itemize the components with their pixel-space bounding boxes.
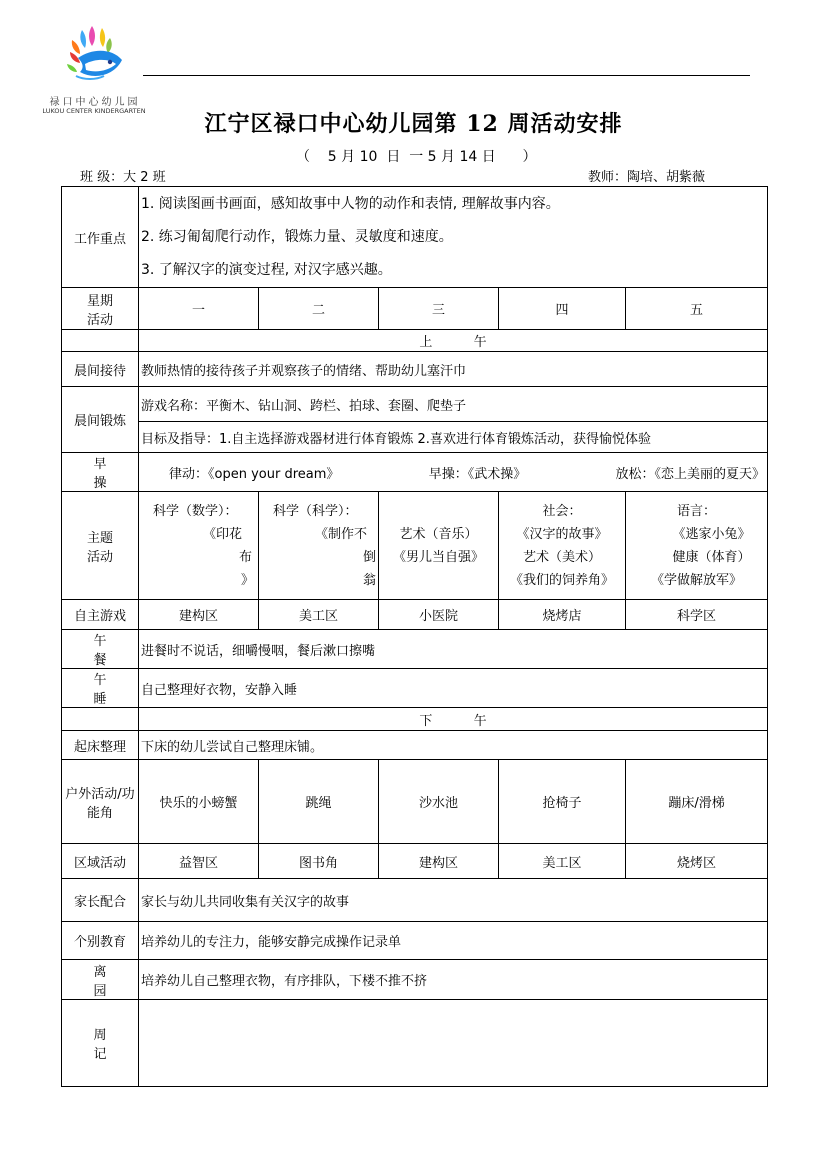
exercise-row-1 bbox=[62, 387, 768, 422]
work-focus-cell bbox=[139, 187, 768, 288]
weekday-header-row bbox=[62, 288, 768, 330]
free-play-day: 小医院 bbox=[379, 600, 499, 630]
empty-cell bbox=[62, 330, 139, 352]
rhythm-text: 律动：《open your dream》 bbox=[169, 466, 340, 482]
theme-thursday bbox=[499, 492, 626, 600]
area-activity-day: 益智区 bbox=[139, 844, 259, 879]
area-activity-day: 烧烤区 bbox=[626, 844, 768, 879]
work-focus-row bbox=[62, 187, 768, 288]
page-title: 江宁区禄口中心幼儿园第 12 周活动安排 bbox=[204, 111, 623, 137]
outdoor-label-top: 户外活动/功 bbox=[65, 786, 135, 802]
outdoor-day: 抢椅子 bbox=[499, 760, 626, 844]
parents-text: 家长与幼儿共同收集有关汉字的故事 bbox=[139, 879, 768, 922]
work-focus-item: 1. 阅读图画书画面，感知故事中人物的动作和表情, 理解故事内容。 bbox=[141, 195, 560, 212]
theme-tuesday bbox=[259, 492, 379, 600]
theme-line: 《逃家小兔》 bbox=[672, 526, 751, 542]
wakeup-row bbox=[62, 731, 768, 760]
theme-line: 倒 bbox=[363, 550, 377, 565]
weekday-header-label bbox=[62, 288, 139, 330]
free-play-day: 美工区 bbox=[259, 600, 379, 630]
weekly-note-text[interactable] bbox=[139, 1000, 768, 1087]
theme-line: 《男儿当自强》 bbox=[392, 549, 484, 565]
afternoon-section-label: 下 午 bbox=[139, 708, 768, 731]
parents-row bbox=[62, 879, 768, 922]
theme-wednesday bbox=[379, 492, 499, 600]
theme-line: 翁 bbox=[363, 573, 377, 588]
weekly-note-label: 周 记 bbox=[62, 1000, 139, 1087]
exercise-label: 晨间锻炼 bbox=[62, 387, 139, 453]
theme-line: 语言： bbox=[677, 503, 717, 519]
theme-label-top: 主题 bbox=[86, 530, 113, 546]
leave-row bbox=[62, 960, 768, 1000]
morning-exercise-label: 早 操 bbox=[62, 453, 139, 492]
leave-label: 离 园 bbox=[62, 960, 139, 1000]
theme-line: 》 bbox=[241, 572, 255, 588]
outdoor-row bbox=[62, 760, 768, 844]
outdoor-day: 沙水池 bbox=[379, 760, 499, 844]
outdoor-day: 跳绳 bbox=[259, 760, 379, 844]
individual-education-row bbox=[62, 922, 768, 960]
reception-row bbox=[62, 352, 768, 387]
area-activity-day: 图书角 bbox=[259, 844, 379, 879]
weekday-wednesday: 三 bbox=[379, 288, 499, 330]
weekday-monday: 一 bbox=[139, 288, 259, 330]
theme-line: 社会： bbox=[542, 503, 582, 519]
teacher-label: 教师：陶培、胡紫薇 bbox=[588, 170, 706, 185]
free-play-day: 建构区 bbox=[139, 600, 259, 630]
morning-section-row bbox=[62, 330, 768, 352]
lunch-text: 进餐时不说话，细嚼慢咽，餐后漱口擦嘴 bbox=[139, 630, 768, 669]
theme-line: 健康（体育） bbox=[672, 549, 751, 565]
header-divider bbox=[143, 75, 750, 76]
parents-label: 家长配合 bbox=[62, 879, 139, 922]
theme-line: 《制作不 bbox=[315, 527, 368, 542]
work-focus-item: 2. 练习匍匐爬行动作，锻炼力量、灵敏度和速度。 bbox=[141, 228, 453, 245]
free-play-day: 科学区 bbox=[626, 600, 768, 630]
area-activity-day: 建构区 bbox=[379, 844, 499, 879]
theme-line: 布 bbox=[239, 549, 253, 565]
outdoor-day: 快乐的小螃蟹 bbox=[139, 760, 259, 844]
theme-line: 艺术（美术） bbox=[522, 549, 601, 565]
weekday-friday: 五 bbox=[626, 288, 768, 330]
area-activity-row bbox=[62, 844, 768, 879]
free-play-day: 烧烤店 bbox=[499, 600, 626, 630]
outdoor-day: 蹦床/滑梯 bbox=[626, 760, 768, 844]
free-play-label: 自主游戏 bbox=[62, 600, 139, 630]
weekly-note-row bbox=[62, 1000, 768, 1087]
individual-education-text: 培养幼儿的专注力，能够安静完成操作记录单 bbox=[139, 922, 768, 960]
reception-text: 教师热情的接待孩子并观察孩子的情绪、帮助幼儿塞汗巾 bbox=[139, 352, 768, 387]
wakeup-text: 下床的幼儿尝试自己整理床铺。 bbox=[139, 731, 768, 760]
outdoor-label bbox=[62, 760, 139, 844]
area-activity-day: 美工区 bbox=[499, 844, 626, 879]
outdoor-label-bottom: 能角 bbox=[86, 805, 113, 821]
exercise-games: 游戏名称：平衡木、钻山洞、跨栏、拍球、套圈、爬垫子 bbox=[139, 387, 768, 422]
leave-text: 培养幼儿自己整理衣物，有序排队，下楼不推不挤 bbox=[139, 960, 768, 1000]
morning-exercise-cell bbox=[139, 453, 768, 492]
theme-line: 科学（科学）： bbox=[273, 504, 358, 519]
morning-section-label: 上 午 bbox=[139, 330, 768, 352]
exercise-goals: 目标及指导：1.自主选择游戏器材进行体育锻炼 2.喜欢进行体育锻炼活动，获得愉悦体验 bbox=[139, 422, 768, 453]
area-activity-label: 区域活动 bbox=[62, 844, 139, 879]
weekday-label-bottom: 活动 bbox=[86, 312, 113, 328]
weekly-schedule-table bbox=[61, 186, 768, 1087]
theme-line: 《汉字的故事》 bbox=[516, 526, 608, 542]
theme-activity-row bbox=[62, 492, 768, 600]
theme-label-bottom: 活动 bbox=[86, 549, 113, 565]
theme-line: 《我们的饲养角》 bbox=[509, 572, 614, 588]
theme-line: 科学（数学）： bbox=[153, 503, 238, 519]
morning-exercise-row bbox=[62, 453, 768, 492]
theme-friday bbox=[626, 492, 768, 600]
weekday-thursday: 四 bbox=[499, 288, 626, 330]
weekday-label-top: 星期 bbox=[86, 293, 113, 309]
afternoon-section-row bbox=[62, 708, 768, 731]
weekday-tuesday: 二 bbox=[259, 288, 379, 330]
nap-text: 自己整理好衣物，安静入睡 bbox=[139, 669, 768, 708]
wakeup-label: 起床整理 bbox=[62, 731, 139, 760]
logo-name-cn: 禄口中心幼儿园 bbox=[49, 97, 141, 108]
drill-text: 早操：《武术操》 bbox=[428, 466, 527, 482]
individual-education-label: 个别教育 bbox=[62, 922, 139, 960]
lunch-row bbox=[62, 630, 768, 669]
date-range: （ 5 月 10 日 一 5 月 14 日 ） bbox=[296, 149, 537, 165]
exercise-row-2 bbox=[62, 422, 768, 453]
class-label: 班 级：大 2 班 bbox=[80, 170, 166, 185]
nap-label: 午 睡 bbox=[62, 669, 139, 708]
work-focus-label: 工作重点 bbox=[62, 187, 139, 288]
logo-name-en: LUKOU CENTER KINDERGARTEN bbox=[42, 107, 146, 115]
relax-text: 放松：《恋上美丽的夏天》 bbox=[615, 466, 766, 482]
work-focus-item: 3. 了解汉字的演变过程, 对汉字感兴趣。 bbox=[141, 261, 392, 278]
empty-cell bbox=[62, 708, 139, 731]
free-play-row bbox=[62, 600, 768, 630]
theme-activity-label bbox=[62, 492, 139, 600]
theme-line: 《印花 bbox=[203, 526, 243, 542]
nap-row bbox=[62, 669, 768, 708]
theme-line: 艺术（音乐） bbox=[399, 526, 478, 542]
theme-line: 《学做解放军》 bbox=[651, 572, 743, 588]
theme-monday bbox=[139, 492, 259, 600]
lunch-label: 午 餐 bbox=[62, 630, 139, 669]
reception-label: 晨间接待 bbox=[62, 352, 139, 387]
